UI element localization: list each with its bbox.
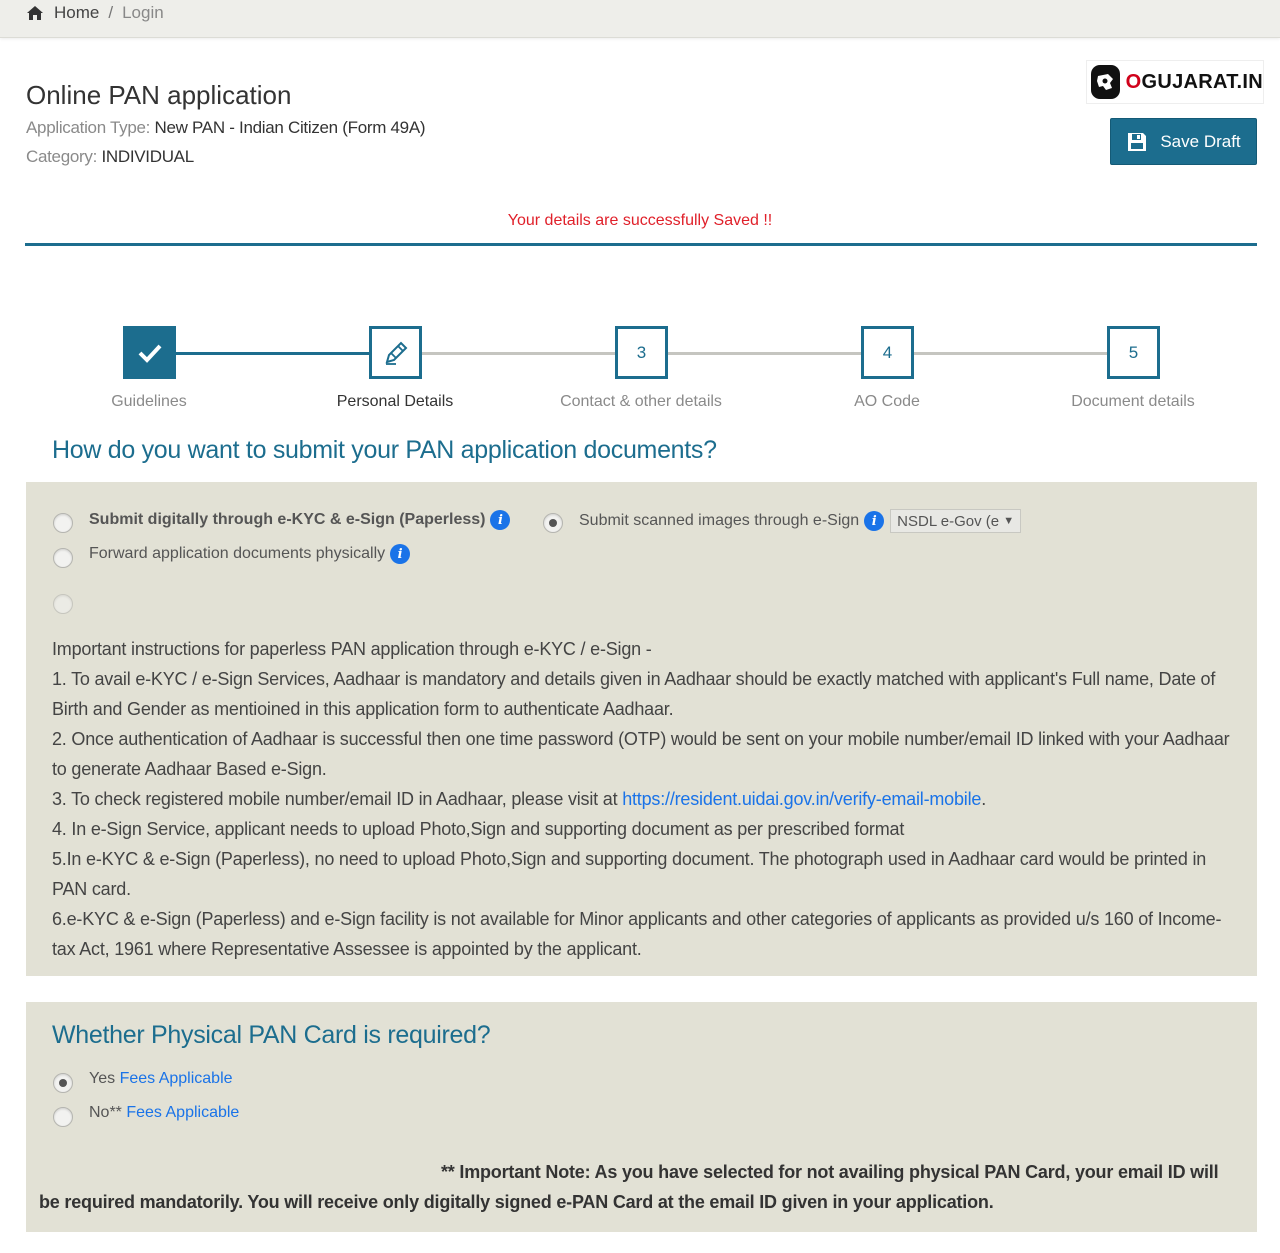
physical-yes-radio[interactable] xyxy=(53,1073,73,1093)
unlabeled-radio[interactable] xyxy=(53,594,73,614)
physical-option xyxy=(89,544,410,564)
esign-provider-value: NSDL e-Gov (e xyxy=(897,512,1000,530)
physical-card-heading: Whether Physical PAN Card is required? xyxy=(52,1021,491,1049)
physical-no-option xyxy=(89,1104,239,1122)
physical-radio[interactable] xyxy=(53,548,73,568)
step-guidelines[interactable] xyxy=(123,326,176,379)
step-connector-3 xyxy=(668,352,861,355)
home-icon xyxy=(26,5,44,21)
no-fees-link[interactable]: Fees Applicable xyxy=(126,1104,240,1121)
instructions-heading: Important instructions for paperless PAN application through e-KYC / e-Sign - xyxy=(52,639,652,659)
breadcrumb-current: Login xyxy=(122,3,164,22)
step-label-guidelines: Guidelines xyxy=(111,393,187,410)
physical-no-radio[interactable] xyxy=(53,1107,73,1127)
step-connector-1 xyxy=(176,352,369,355)
instruction-item-2: 2. Once authentication of Aadhaar is successful then one time password (OTP) would be sent on your mobile number/email ID linked with your Aadhaar to generate Aadhaar Based e-Sign. xyxy=(52,729,1230,779)
application-type-value: New PAN - Indian Citizen (Form 49A) xyxy=(154,118,426,137)
step-label-personal-details: Personal Details xyxy=(336,393,454,410)
progress-stepper xyxy=(0,320,1280,420)
save-draft-label: Save Draft xyxy=(1160,131,1241,151)
scanned-esign-label: Submit scanned images through e-Sign xyxy=(579,512,860,529)
category-label: Category: xyxy=(26,147,98,166)
esign-provider-select[interactable] xyxy=(890,509,1021,533)
yes-fees-link[interactable]: Fees Applicable xyxy=(119,1070,233,1087)
physical-label: Forward application documents physically xyxy=(89,545,386,562)
uidai-verify-link[interactable]: https://resident.uidai.gov.in/verify-email-mobile xyxy=(622,789,982,809)
scanned-esign-radio[interactable] xyxy=(543,513,563,533)
logo-badge-icon xyxy=(1091,65,1120,99)
submit-method-heading: How do you want to submit your PAN application documents? xyxy=(52,436,717,464)
application-type xyxy=(26,118,425,138)
step-connector-4 xyxy=(914,352,1107,355)
step-label-ao-code: AO Code xyxy=(854,393,920,410)
step-label-contact-details: Contact & other details xyxy=(560,393,722,410)
physical-yes-label: Yes xyxy=(89,1070,116,1087)
ekyc-option xyxy=(89,510,510,530)
step-connector-2 xyxy=(422,352,615,355)
instructions-block xyxy=(52,634,1237,964)
instruction-item-5: 5.In e-KYC & e-Sign (Paperless), no need to upload Photo,Sign and supporting document. The photograph used in Aadhaar card would be printed in PAN card. xyxy=(52,849,1207,899)
breadcrumb xyxy=(26,3,164,23)
physical-no-label: No** xyxy=(89,1104,122,1121)
ekyc-label: Submit digitally through e-KYC & e-Sign (Paperless) xyxy=(89,511,486,528)
application-type-label: Application Type: xyxy=(26,118,151,137)
logo-text: OGUJARAT.IN xyxy=(1125,70,1263,93)
physical-yes-option xyxy=(89,1070,233,1088)
step-contact-details[interactable]: 3 xyxy=(615,326,668,379)
site-logo xyxy=(1086,60,1264,104)
instruction-item-6: 6.e-KYC & e-Sign (Paperless) and e-Sign facility is not available for Minor applicants and other categories of applicants as provided u/s 160 of Income-tax Act, 1961 where Representative Assessee is appointed by the applicant. xyxy=(52,909,1222,959)
step-ao-code[interactable]: 4 xyxy=(861,326,914,379)
physical-info-icon[interactable]: i xyxy=(390,544,410,564)
ekyc-info-icon[interactable]: i xyxy=(490,510,510,530)
instruction-item-4: 4. In e-Sign Service, applicant needs to upload Photo,Sign and supporting document as per prescribed format xyxy=(52,819,905,839)
breadcrumb-home-link[interactable]: Home xyxy=(54,3,100,22)
save-draft-button[interactable] xyxy=(1110,118,1257,165)
success-message: Your details are successfully Saved !! xyxy=(507,212,773,229)
scanned-esign-option xyxy=(579,509,1021,533)
save-icon xyxy=(1126,131,1148,153)
header-divider xyxy=(25,243,1257,246)
instruction-item-3: 3. To check registered mobile number/email ID in Aadhaar, please visit at https://resident.uidai.gov.in/verify-email-mobile. xyxy=(52,789,987,809)
top-bar xyxy=(0,0,1280,38)
instruction-item-1: 1. To avail e-KYC / e-Sign Services, Aadhaar is mandatory and details given in Aadhaar should be exactly matched with applicant's Full name, Date of Birth and Gender as mentioined in this application form to authenticate Aadhaar. xyxy=(52,669,1216,719)
chevron-down-icon: ▼ xyxy=(1003,515,1015,527)
checkmark-icon xyxy=(137,342,163,364)
breadcrumb-separator: / xyxy=(108,3,114,22)
step-document-details[interactable]: 5 xyxy=(1107,326,1160,379)
scanned-info-icon[interactable]: i xyxy=(864,511,884,531)
pencil-icon xyxy=(382,339,410,367)
important-note: ** Important Note: As you have selected for not availing physical PAN Card, your email ID will be required mandatorily. You will receive only digitally signed e-PAN Card at the email ID given in your application. xyxy=(39,1162,1219,1212)
page-title: Online PAN application xyxy=(26,80,292,110)
ekyc-radio[interactable] xyxy=(53,513,73,533)
step-personal-details[interactable] xyxy=(369,326,422,379)
step-label-document-details: Document details xyxy=(1071,393,1195,410)
category xyxy=(26,147,194,167)
category-value: INDIVIDUAL xyxy=(101,147,194,166)
